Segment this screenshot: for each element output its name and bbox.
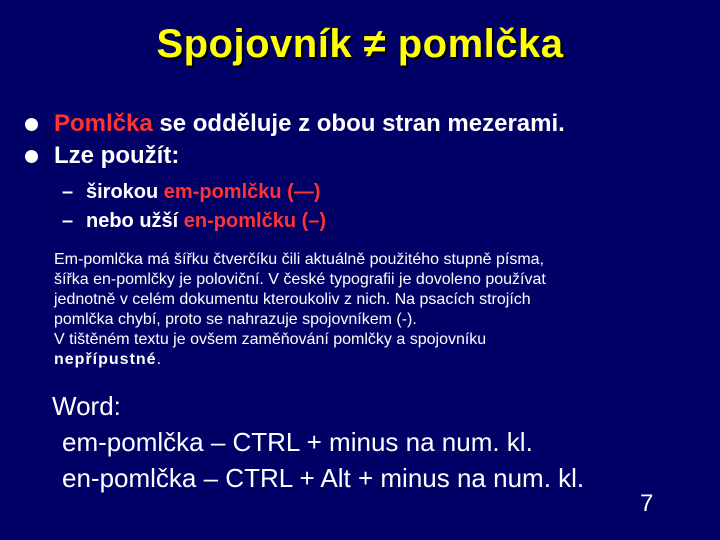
sub-bullet-text-2	[86, 207, 326, 236]
sub-bullet-pre: širokou	[86, 181, 164, 203]
bullet-text-2: Lze použít:	[54, 142, 180, 169]
emphasis-word: nepřípustné	[54, 351, 157, 368]
sub-bullet-pre: nebo užší	[86, 210, 184, 232]
bullet-dot-icon	[25, 118, 38, 131]
emphasis-end: .	[156, 351, 162, 368]
sub-bullet-highlight: em-pomlčku (—)	[163, 181, 321, 203]
paragraph-line: Em-pomlčka má šířku čtverčíku čili aktuálně použitého stupně písma,	[54, 251, 544, 268]
sub-bullet-highlight: en-pomlčku (–)	[183, 210, 327, 232]
paragraph-line: V tištěném textu je ovšem zaměňování pomlčky a spojovníku	[54, 331, 487, 348]
paragraph-line: šířka en-pomlčky je poloviční. V české typografii je dovoleno používat	[54, 271, 546, 288]
dash-marker: –	[62, 181, 74, 203]
sub-bullet-text-1	[86, 178, 320, 207]
bullet-highlight: Pomlčka	[54, 110, 153, 137]
bullet-text-1	[54, 108, 565, 140]
dash-marker: –	[62, 210, 74, 232]
word-shortcut-line: em-pomlčka – CTRL + minus na num. kl.	[62, 427, 533, 457]
word-shortcuts	[52, 388, 584, 496]
word-heading: Word:	[52, 391, 121, 421]
paragraph-emphasis-line	[54, 350, 674, 370]
paragraph-line: pomlčka chybí, proto se nahrazuje spojovníkem (-).	[54, 311, 417, 328]
explanation-paragraph	[54, 250, 674, 370]
page-number: 7	[640, 490, 654, 517]
paragraph-line: jednotně v celém dokumentu kteroukoliv z nich. Na psacích strojích	[54, 291, 531, 308]
slide-title: Spojovník ≠ pomlčka	[156, 22, 564, 66]
bullet-rest: se odděluje z obou stran mezerami.	[152, 110, 565, 137]
bullet-dot-icon	[25, 150, 38, 163]
word-shortcut-line: en-pomlčka – CTRL + Alt + minus na num. kl.	[62, 463, 585, 493]
